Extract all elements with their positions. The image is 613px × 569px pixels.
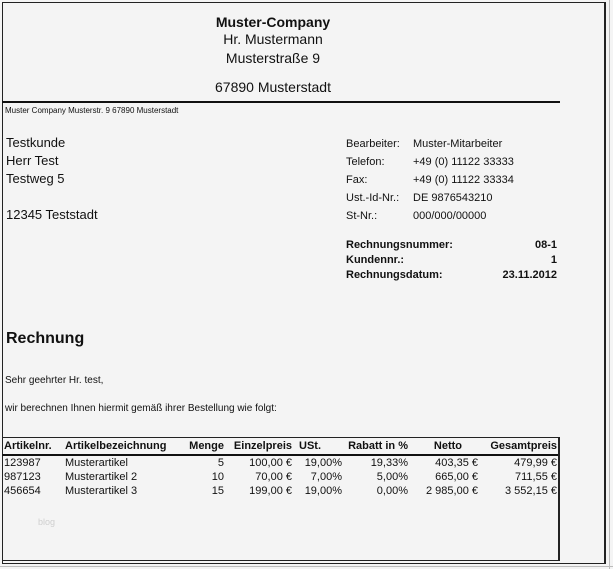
info-label-bearbeiter: Bearbeiter: xyxy=(346,138,400,150)
cell-gesamtpreis: 3 552,15 € xyxy=(505,485,557,497)
info-label-fax: Fax: xyxy=(346,174,368,186)
invoice-number-label: Rechnungsnummer: xyxy=(346,239,453,251)
watermark-text: blog xyxy=(38,517,56,527)
info-value-ust-id: DE 9876543210 xyxy=(413,192,493,204)
cell-netto: 665,00 € xyxy=(435,471,478,483)
company-street: Musterstraße 9 xyxy=(225,50,321,66)
cell-menge: 5 xyxy=(217,457,224,469)
cell-ust: 19,00% xyxy=(304,457,342,469)
info-value-bearbeiter: Muster-Mitarbeiter xyxy=(413,138,503,150)
cell-menge: 15 xyxy=(211,485,224,497)
document-title: Rechnung xyxy=(6,330,85,347)
frame-shadow-bottom xyxy=(0,566,613,567)
invoice-date-value: 23.11.2012 xyxy=(502,269,557,281)
frame-shadow-right xyxy=(609,0,610,569)
info-label-st-nr: St-Nr.: xyxy=(346,210,378,222)
cell-ust: 7,00% xyxy=(310,471,342,483)
cell-rabatt: 19,33% xyxy=(370,457,408,469)
cell-menge: 10 xyxy=(211,471,224,483)
info-label-telefon: Telefon: xyxy=(346,156,385,168)
customer-number-value: 1 xyxy=(550,254,557,266)
cell-artikelnr: 123987 xyxy=(4,457,41,469)
header-einzelpreis: Einzelpreis xyxy=(233,440,292,452)
cell-bezeichnung: Musterartikel xyxy=(65,457,128,469)
header-rabatt: Rabatt in % xyxy=(348,440,408,452)
header-divider xyxy=(2,101,560,103)
info-value-st-nr: 000/000/00000 xyxy=(413,210,487,222)
recipient-street: Testweg 5 xyxy=(6,171,65,186)
cell-netto: 2 985,00 € xyxy=(426,485,478,497)
company-name: Muster-Company xyxy=(215,14,331,30)
cell-gesamtpreis: 479,99 € xyxy=(514,457,557,469)
cell-einzelpreis: 70,00 € xyxy=(255,471,292,483)
info-label-ust-id: Ust.-Id-Nr.: xyxy=(346,192,400,204)
intro-text: wir berechnen Ihnen hiermit gemäß ihrer Bestellung wie folgt: xyxy=(5,403,277,414)
header-gesamtpreis: Gesamtpreis xyxy=(490,440,557,452)
invoice-number-value: 08-1 xyxy=(534,239,557,251)
info-value-telefon: +49 (0) 11122 33333 xyxy=(413,156,514,168)
header-artikelbezeichnung: Artikelbezeichnung xyxy=(65,440,167,452)
cell-artikelnr: 456654 xyxy=(4,485,41,497)
cell-rabatt: 5,00% xyxy=(376,471,408,483)
cell-gesamtpreis: 711,55 € xyxy=(514,471,557,483)
greeting: Sehr geehrter Hr. test, xyxy=(5,375,104,386)
sender-return-line: Muster Company Musterstr. 9 67890 Musterstadt xyxy=(5,106,179,115)
cell-einzelpreis: 100,00 € xyxy=(249,457,292,469)
cell-bezeichnung: Musterartikel 2 xyxy=(65,471,138,483)
cell-bezeichnung: Musterartikel 3 xyxy=(65,485,138,497)
customer-number-label: Kundennr.: xyxy=(346,254,405,266)
company-contact: Hr. Mustermann xyxy=(223,31,323,47)
invoice-date-label: Rechnungsdatum: xyxy=(346,269,443,281)
cell-rabatt: 0,00% xyxy=(376,485,408,497)
cell-einzelpreis: 199,00 € xyxy=(249,485,292,497)
header-menge: Menge xyxy=(189,440,224,452)
cell-artikelnr: 987123 xyxy=(4,471,41,483)
invoice-table xyxy=(2,437,560,561)
recipient-contact: Herr Test xyxy=(6,153,59,168)
cell-netto: 403,35 € xyxy=(435,457,478,469)
recipient-name: Testkunde xyxy=(6,135,66,150)
recipient-city: 12345 Teststadt xyxy=(6,207,98,222)
header-netto: Netto xyxy=(433,440,462,452)
header-ust: USt. xyxy=(299,440,321,452)
header-artikelnr: Artikelnr. xyxy=(4,440,52,452)
info-value-fax: +49 (0) 11122 33334 xyxy=(413,174,514,186)
header-divider xyxy=(2,454,558,456)
company-city: 67890 Musterstadt xyxy=(215,79,331,95)
cell-ust: 19,00% xyxy=(304,485,342,497)
